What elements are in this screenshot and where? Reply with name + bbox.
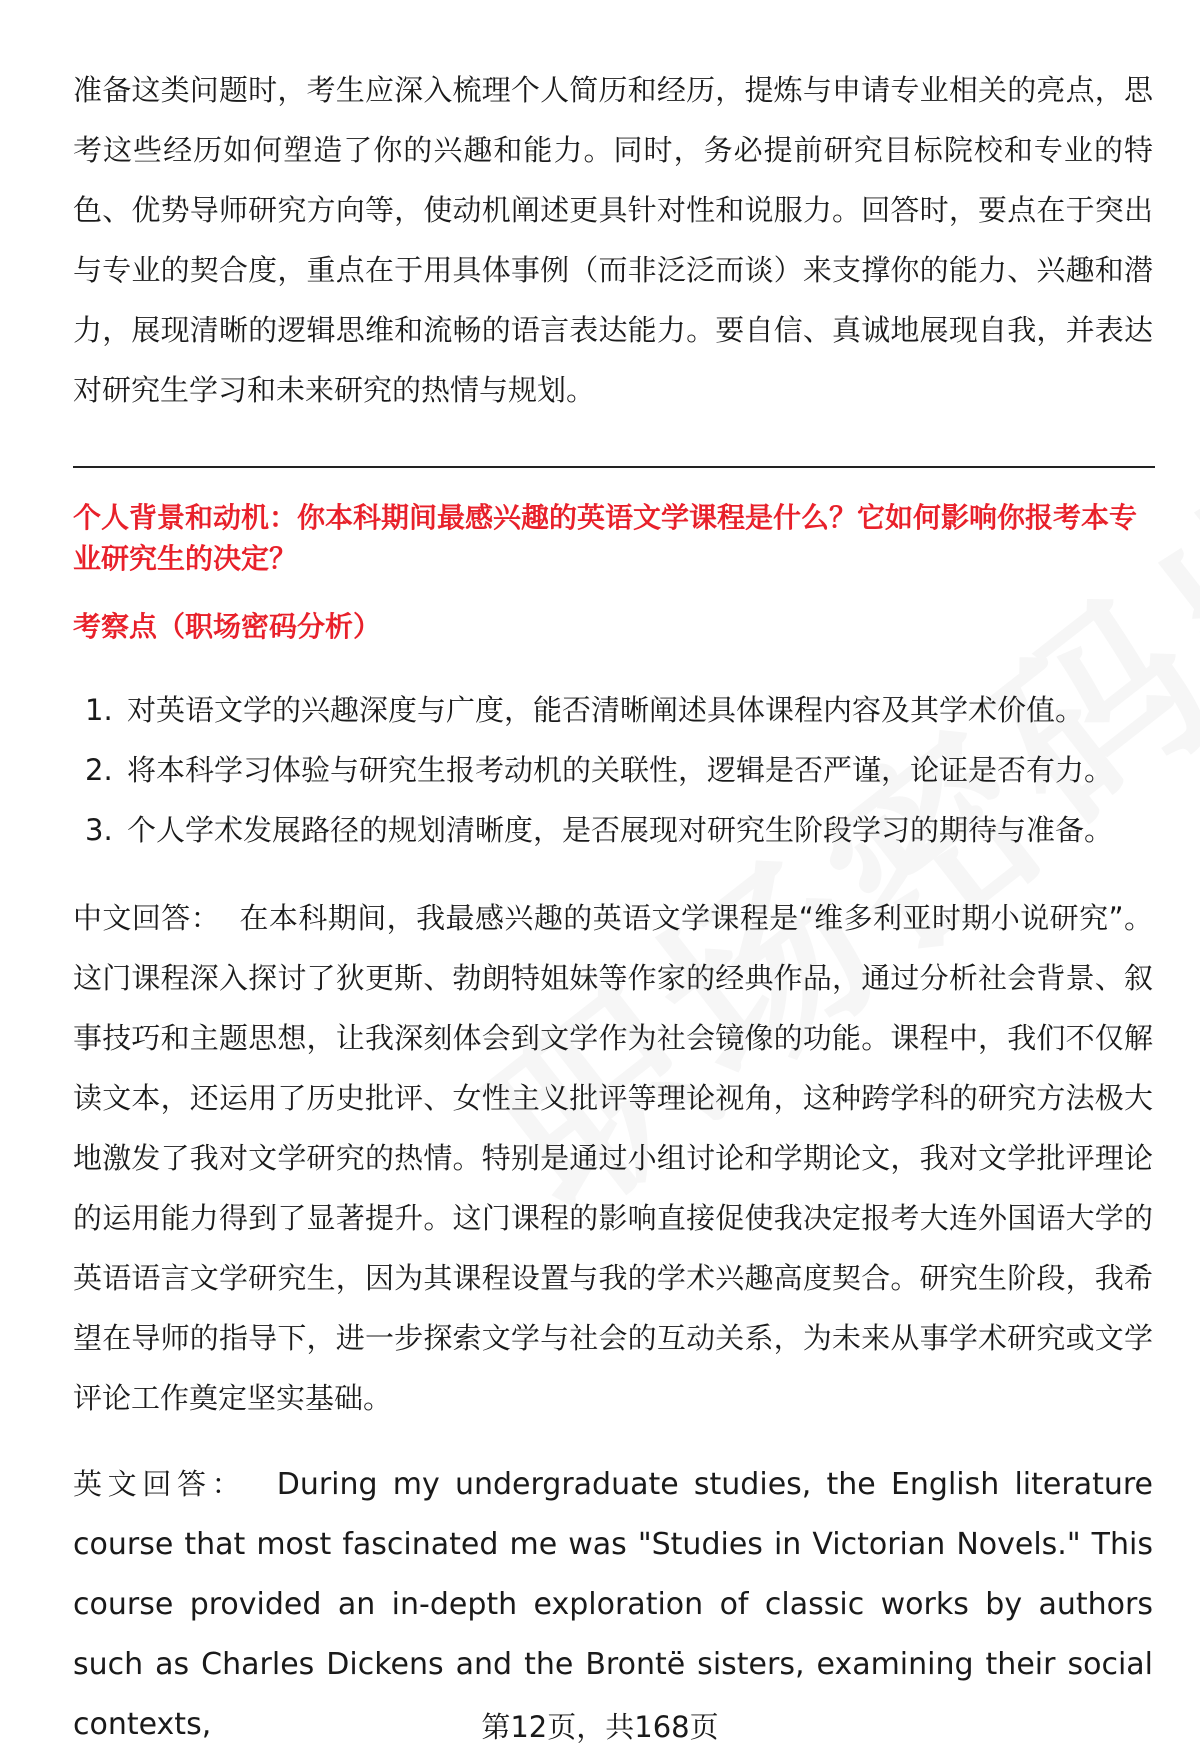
list-item-text: 将本科学习体验与研究生报考动机的关联性，逻辑是否严谨，论证是否有力。 xyxy=(127,753,1114,787)
chinese-answer-text: 在本科期间，我最感兴趣的英语文学课程是“维多利亚时期小说研究”。这门课程深入探讨了狄更斯、勃朗特姐妹等作家的经典作品，通过分析社会背景、叙事技巧和主题思想，让我深刻体会到文学作为社会镜像的功能。课程中，我们不仅解读文本，还运用了历史批评、女性主义批评等理论视角，这种跨学科的研究方法极大地激发了我对文学研究的热情。特别是通过小组讨论和学期论文，我对文学批评理论的运用能力得到了显著提升。这门课程的影响直接促使我决定报考大连外国语大学的英语语言文学研究生，因为其课程设置与我的学术兴趣高度契合。研究生阶段，我希望在导师的指导下，进一步探索文学与社会的互动关系，为未来从事学术研究或文学评论工作奠定坚实基础。 xyxy=(73,901,1153,1415)
list-item-number: 3. xyxy=(85,813,113,847)
page-number: 第12页，共168页 xyxy=(481,1710,719,1744)
question-heading: 个人背景和动机：你本科期间最感兴趣的英语文学课程是什么？它如何影响你报考本专业研究生的决定？ xyxy=(73,501,1138,575)
intro-paragraph: 准备这类问题时，考生应深入梳理个人简历和经历，提炼与申请专业相关的亮点，思考这些经历如何塑造了你的兴趣和能力。同时，务必提前研究目标院校和专业的特色、优势导师研究方向等，使动机阐述更具针对性和说服力。回答时，要点在于突出与专业的契合度，重点在于用具体事例（而非泛泛而谈）来支撑你的能力、兴趣和潜力，展现清晰的逻辑思维和流畅的语言表达能力。要自信、真诚地展现自我，并表达对研究生学习和未来研究的热情与规划。 xyxy=(73,73,1153,407)
english-answer-label: 英文回答： xyxy=(73,1467,247,1501)
list-item-text: 对英语文学的兴趣深度与广度，能否清晰阐述具体课程内容及其学术价值。 xyxy=(127,693,1085,727)
list-item-number: 2. xyxy=(85,753,113,787)
exam-points-heading: 考察点（职场密码分析） xyxy=(73,610,382,643)
english-answer-text: During my undergraduate studies, the English literature course that most fascinated me was "Studies in Victorian Novels." This course provided an in-depth exploration of classic works by authors such as Charles Dickens and the Brontë sisters, examining their social contexts, xyxy=(73,1467,1153,1742)
section-divider xyxy=(73,466,1155,468)
list-item-text: 个人学术发展路径的规划清晰度，是否展现对研究生阶段学习的期待与准备。 xyxy=(127,813,1114,847)
list-item xyxy=(73,740,1153,800)
list-item-number: 1. xyxy=(85,693,113,727)
list-item xyxy=(73,680,1153,740)
list-item xyxy=(73,800,1153,860)
chinese-answer xyxy=(73,888,1153,1428)
exam-points-list xyxy=(73,680,1153,860)
chinese-answer-label: 中文回答： xyxy=(73,901,221,935)
